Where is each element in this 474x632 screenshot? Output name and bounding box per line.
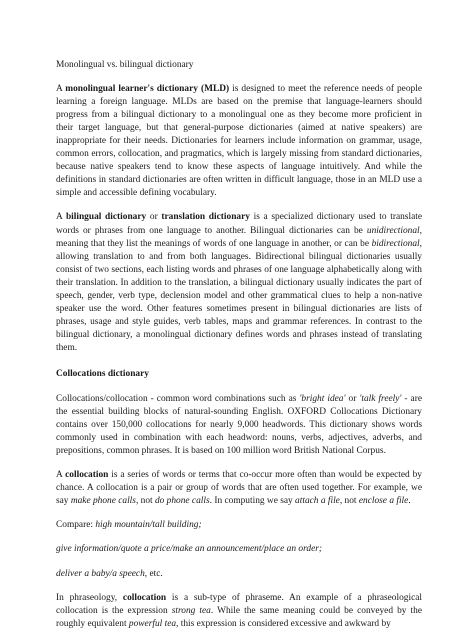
term-mld: monolingual learner's dictionary (MLD)	[65, 84, 230, 95]
text-run: , meaning that they list the meanings of words of one language in another, or can be	[56, 225, 422, 249]
text-run: is a specialized dictionary used to translate words or phrases from one language to another. Bilingual dictionaries can be	[56, 212, 422, 236]
text-run: . In computing we say	[209, 496, 296, 507]
text-run: , not	[135, 496, 155, 507]
text-run: Compare:	[56, 520, 96, 531]
text-run: A	[56, 84, 66, 95]
example-phrase: give information/quote a price/make an announcement/place an order;	[56, 544, 322, 555]
text-run: In phraseology,	[56, 592, 123, 603]
term-collocation: collocation	[122, 592, 167, 603]
term-collocation: collocation	[65, 470, 109, 481]
paragraph-collocation-definition	[56, 469, 422, 508]
example-phrase: deliver a baby/a speech	[56, 568, 145, 579]
text-run: , etc.	[144, 568, 163, 579]
paragraph-phraseology	[56, 592, 422, 631]
example-phrase: high mountain/tall building;	[95, 520, 202, 531]
term-unidirectional: unidirectional	[366, 225, 420, 236]
text-run: .	[408, 496, 411, 507]
compare-line	[56, 519, 422, 532]
example-phrase: strong tea	[171, 605, 211, 616]
example-phrase: 'bright idea'	[299, 394, 346, 405]
example-phrase: enclose a file	[358, 496, 409, 507]
example-phrase: powerful tea	[128, 618, 177, 629]
text-run: Collocations/collocation - common word combinations such as	[56, 394, 300, 405]
text-run: is a sub-type of phraseme. An example of a phraseological collocation is the expression	[56, 592, 422, 616]
text-run: or	[146, 212, 162, 223]
text-run: - are the essential building blocks of natural-sounding English. OXFORD Collocations Dictionary contains over 150,000 collocations for nearly 9,000 headwords. This dictionary shows words commonly used in combination with each headword: nouns, verbs, adjectives, adverbs, and prepositions, common phrases. It is based on 100 million word British National Corpus.	[56, 394, 423, 457]
text-run: or	[345, 394, 360, 405]
text-run: A	[56, 212, 66, 223]
text-run: is a series of words or terms that co-occur more often than would be expected by chance. A collocation is a pair or group of words that are often used together. For example, we say	[56, 470, 422, 507]
term-translation-dictionary: translation dictionary	[161, 212, 250, 223]
example-line	[56, 543, 422, 556]
text-run: . While the same meaning could be conveyed by the roughly equivalent	[56, 605, 422, 629]
text-run: A	[56, 470, 66, 481]
text-run: , not	[339, 496, 359, 507]
paragraph-collocations	[56, 393, 422, 458]
example-line	[56, 568, 422, 581]
text-run: , allowing translation to and from both languages. Bidirectional bilingual dictionaries usually consist of two sections, each listing words and phrases of one language alphabetically along with their translation. In addition to the translation, a bilingual dictionary usually indicates the part of speech, gender, verb type, declension model and other grammatical clues to help a non-native speaker use the word. Other features sometimes present in bilingual dictionaries are lists of phrases, usage and style guides, verb tables, maps and grammar references. In contrast to the bilingual dictionary, a monolingual dictionary defines words and phrases instead of translating them.	[56, 238, 422, 353]
example-phrase: make phone calls	[70, 496, 136, 507]
term-bilingual-dictionary: bilingual dictionary	[65, 212, 147, 223]
paragraph-bilingual	[56, 211, 422, 355]
paragraph-mld	[56, 83, 422, 200]
document-title: Monolingual vs. bilingual dictionary	[56, 60, 194, 70]
term-bidirectional: bidirectional	[371, 238, 420, 249]
example-phrase: do phone calls	[154, 496, 210, 507]
text-run: , this expression is considered excessive and awkward by	[176, 618, 391, 629]
section-heading: Collocations dictionary	[56, 368, 149, 379]
example-phrase: attach a file	[295, 496, 340, 507]
example-phrase: 'talk freely'	[359, 394, 402, 405]
text-run: is designed to meet the reference needs of people learning a foreign language. MLDs are based on the premise that language-learners should progress from a bilingual dictionary to a monolingual one as they become more proficient in their target language, but that general-purpose dictionaries (aimed at native speakers) are inappropriate for their needs. Dictionaries for learners include information on grammar, usage, common errors, collocation, and pragmatics, which is largely missing from standard dictionaries, because native speakers tend to know these aspects of language intuitively. And while the definitions in standard dictionaries are often written in difficult language, those in an MLD use a simple and accessible defining vocabulary.	[56, 84, 422, 199]
